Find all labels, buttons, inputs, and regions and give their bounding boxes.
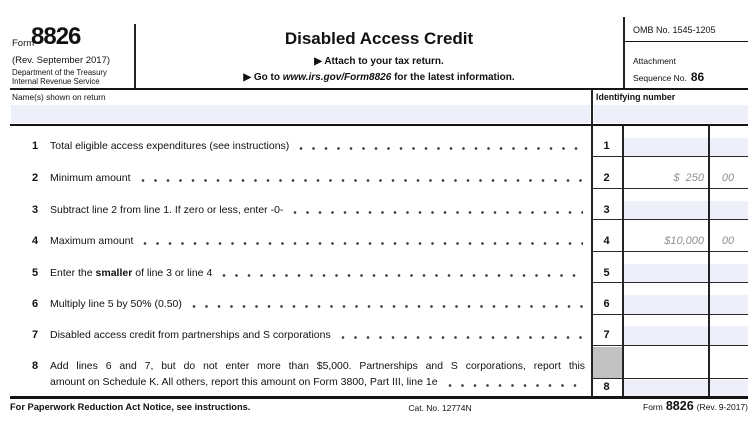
line-number: 8 [32, 360, 39, 372]
dotted-leader [445, 375, 583, 391]
line-8-label-part-1: Add lines 6 and 7, but do not enter more than $5,000. Partnerships and S corporations, report this [50, 361, 585, 372]
line-3-box-number: 3 [603, 203, 610, 216]
name-input[interactable] [11, 105, 590, 123]
right-pointer-icon: ▶ [314, 56, 322, 67]
dotted-leader [290, 203, 583, 217]
goto-post-text: for the latest information. [391, 72, 515, 83]
footer-form-number: 8826 [665, 399, 694, 413]
header-divider-right [623, 17, 625, 88]
line-8-amount-input[interactable] [624, 380, 708, 397]
line-5-box-number: 5 [603, 266, 610, 279]
line-7-cents-input[interactable] [710, 326, 749, 345]
identifying-number-input[interactable] [594, 105, 748, 123]
line-5-label-post: of line 3 or line 4 [132, 266, 213, 279]
goto-pre-text: Go to [253, 72, 283, 83]
row-rule [591, 219, 748, 220]
dotted-leader [189, 297, 583, 311]
line-5-amount-input[interactable] [624, 264, 708, 283]
row-rule [591, 282, 748, 283]
goto-instruction [135, 72, 623, 83]
page-title: Disabled Access Credit [284, 29, 474, 48]
line-1-amount-input[interactable] [624, 138, 708, 157]
line-8-label-part-2: amount on Schedule K. All others, report this amount on Form 3800, Part III, line 1e [50, 375, 438, 388]
line-number: 5 [32, 266, 39, 279]
line-number: 6 [32, 298, 39, 310]
line-7-box-number: 7 [603, 329, 610, 341]
name-row-rule [10, 124, 748, 127]
line-3-cents-input[interactable] [710, 201, 749, 220]
line-number: 2 [32, 172, 39, 184]
attachment-label: Attachment [633, 56, 676, 66]
line-4-preprinted-cents: 00 [721, 235, 735, 247]
line-2-preprinted-cents: 00 [721, 172, 735, 184]
line-7-row [32, 328, 585, 342]
line-2-row [32, 171, 585, 185]
line-6-amount-input[interactable] [624, 295, 708, 314]
line-5-row [32, 266, 585, 280]
number-column-right-rule [622, 126, 624, 396]
line-8-cents-input[interactable] [710, 380, 749, 397]
shaded-spacer-cell [593, 347, 623, 378]
cents-column-rule [708, 126, 710, 396]
dotted-leader [219, 266, 583, 280]
sequence-number: 86 [690, 70, 705, 84]
identifying-number-label: Identifying number [596, 92, 676, 102]
row-rule [591, 188, 748, 189]
header-rule [10, 88, 748, 91]
footer-form-reference [643, 399, 748, 413]
agency-line-1: Department of the Treasury [12, 68, 107, 77]
sequence-label: Sequence No. [633, 73, 687, 83]
dotted-leader [140, 234, 583, 248]
line-1-cents-input[interactable] [710, 138, 749, 157]
right-pointer-icon: ▶ [243, 72, 252, 83]
line-1-box-number: 1 [603, 140, 610, 152]
form-number-heading: 8826 [31, 23, 81, 50]
line-3-row [32, 203, 585, 217]
omb-underline [623, 41, 748, 42]
line-5-cents-input[interactable] [710, 264, 749, 283]
line-6-row [32, 297, 585, 311]
line-5-label-bold: smaller [95, 266, 133, 279]
line-4-label: Maximum amount [50, 235, 134, 247]
line-6-label: Multiply line 5 by 50% (0.50) [50, 298, 182, 310]
row-rule [591, 251, 748, 252]
irs-url: www.irs.gov/Form8826 [282, 72, 392, 83]
line-number: 1 [32, 140, 39, 152]
line-4-preprinted-amount: $10,000 [664, 235, 704, 247]
line-6-cents-input[interactable] [710, 295, 749, 314]
sequence-row [633, 70, 704, 84]
footer-revision: (Rev. 9-2017) [696, 402, 748, 412]
omb-number: OMB No. 1545-1205 [633, 25, 716, 35]
line-8-box-number: 8 [603, 381, 610, 393]
form-word-label: Form [12, 38, 35, 49]
line-1-label: Total eligible access expenditures (see instructions) [50, 140, 290, 152]
line-number: 7 [32, 329, 39, 341]
line-2-preprinted-amount: $ 250 [673, 172, 704, 184]
line-1-row [32, 139, 585, 153]
dotted-leader [138, 171, 583, 185]
dotted-leader [338, 328, 583, 342]
line-2-label: Minimum amount [50, 172, 131, 184]
line-2-box-number: 2 [603, 172, 610, 184]
line-3-amount-input[interactable] [624, 201, 708, 220]
footer-form-word: Form [643, 402, 663, 412]
line-7-label: Disabled access credit from partnerships and S corporations [50, 329, 331, 341]
line-number: 4 [32, 235, 39, 247]
line-8-label-row-2 [50, 375, 585, 391]
agency-line-2: Internal Revenue Service [12, 77, 100, 86]
name-label: Name(s) shown on return [12, 92, 106, 102]
attach-instruction [135, 56, 623, 67]
line-number: 3 [32, 203, 39, 216]
line-3-label: Subtract line 2 from line 1. If zero or less, enter -0- [50, 203, 284, 216]
paperwork-notice: For Paperwork Reduction Act Notice, see instructions. [10, 402, 251, 412]
line-4-row [32, 234, 585, 248]
revision-date: (Rev. September 2017) [12, 55, 111, 66]
row-rule [591, 314, 748, 315]
dotted-leader [296, 139, 583, 153]
attach-instruction-text: Attach to your tax return. [324, 56, 444, 67]
line-6-box-number: 6 [603, 298, 610, 310]
line-8-row [32, 359, 585, 391]
catalog-number: Cat. No. 12774N [408, 403, 472, 413]
line-7-amount-input[interactable] [624, 326, 708, 345]
row-rule [591, 156, 748, 157]
line-4-box-number: 4 [603, 235, 610, 247]
line-5-label-pre: Enter the [50, 266, 96, 279]
footer-rule [10, 396, 748, 399]
